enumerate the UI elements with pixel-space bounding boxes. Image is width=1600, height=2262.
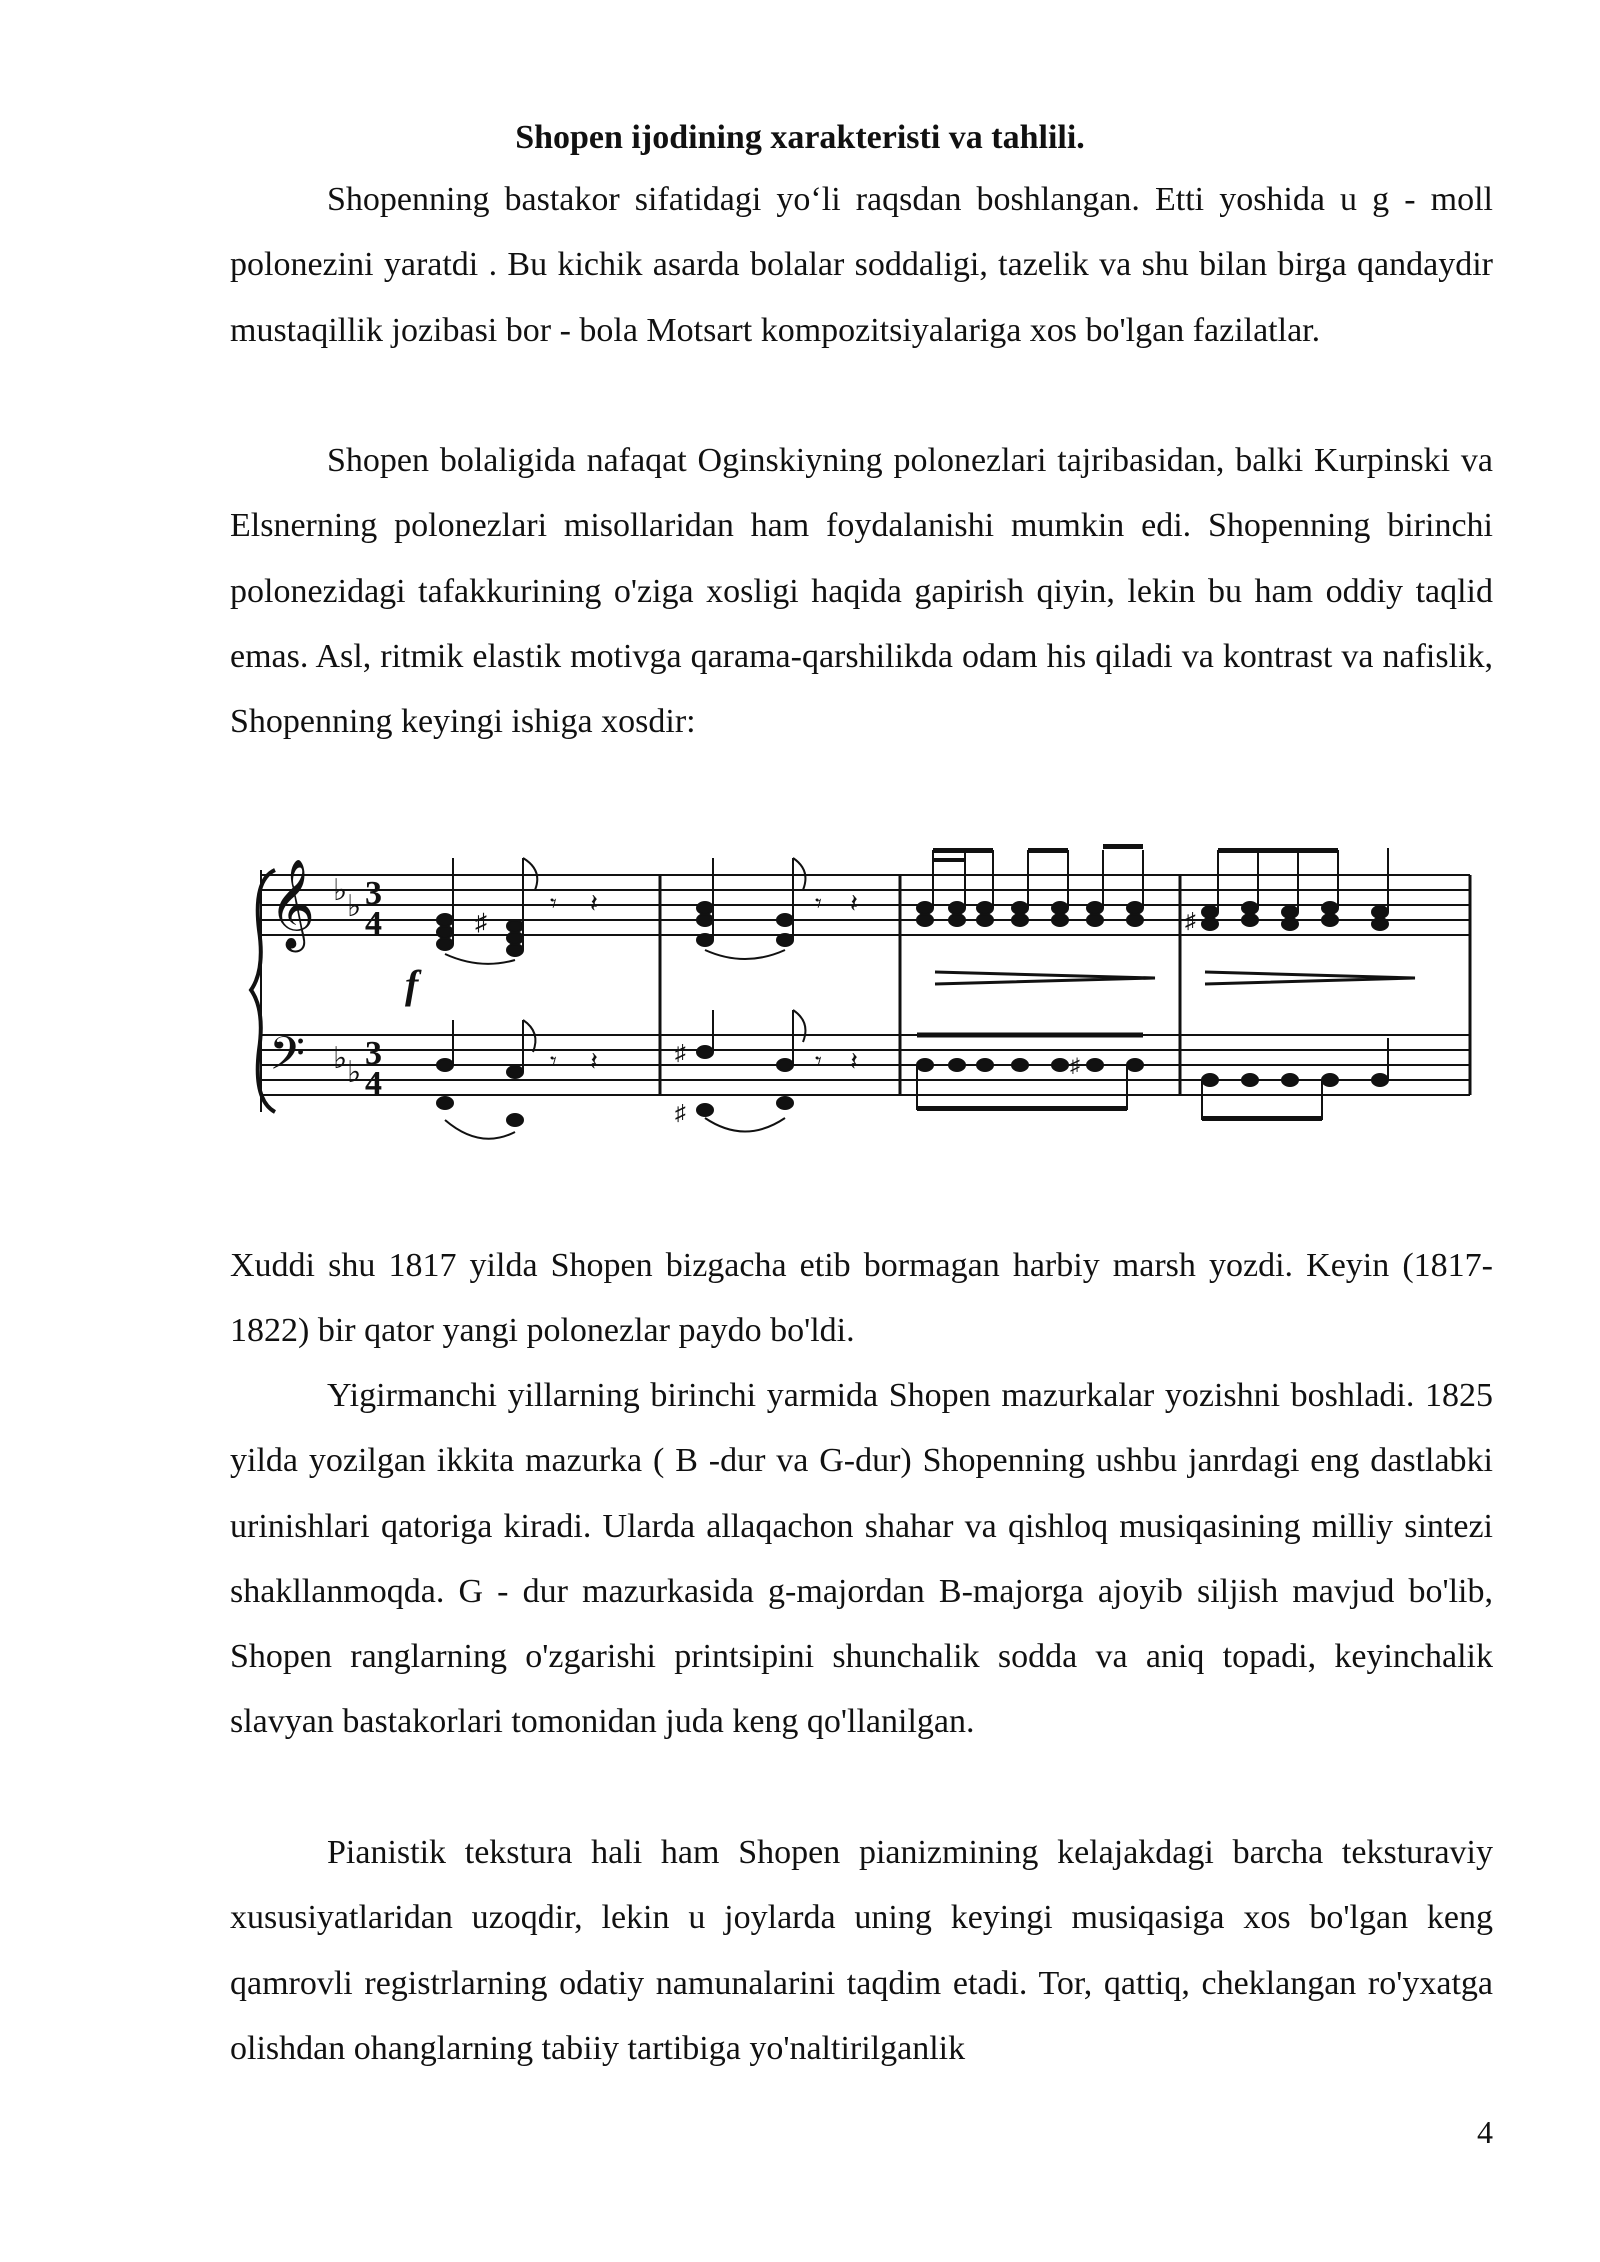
flat-icon: ♭ <box>347 1055 362 1090</box>
flat-icon: ♭ <box>333 1041 348 1076</box>
paragraph-4: Yigirmanchi yillarning birinchi yarmida Shopen mazurkalar yozishni boshladi. 1825 yilda yozilgan ikkita mazurka ( B -dur va G-dur) Shopenning ushbu janrdagi eng dastlabki urinishlari qatoriga kiradi. Ularda allaqachon shahar va qishloq musiqasining milliy sintezi shakllanmoqda. G - dur mazurkasida g-majordan B-majorga ajoyib siljish mavjud bo'lib, Shopen ranglarning o'zgarishi printsipini shunchalik sodda va aniq topadi, keyinchalik slavyan bastakorlari tomonidan juda keng qo'llanilgan. <box>230 1377 1493 1741</box>
time-signature-top: 3 <box>365 875 382 912</box>
treble-clef-icon: 𝄞 <box>269 859 316 949</box>
svg-text:♯: ♯ <box>1185 908 1196 933</box>
svg-text:𝄾: 𝄾 <box>550 889 557 918</box>
page-number: 4 <box>1477 2114 1493 2150</box>
svg-text:𝄽: 𝄽 <box>850 1047 858 1076</box>
document-title: Shopen ijodining xarakteristi va tahlili. <box>515 119 1085 156</box>
svg-text:♯: ♯ <box>475 910 487 936</box>
time-signature-bottom: 4 <box>365 905 382 942</box>
svg-text:𝄾: 𝄾 <box>815 1047 822 1076</box>
time-signature-top: 3 <box>365 1035 382 1072</box>
paragraph-2: Shopen bolaligida nafaqat Oginskiyning polonezlari tajribasidan, balki Kurpinski va Elsnerning polonezlari misollaridan ham foydalanishi mumkin edi. Shopenning birinchi polonezidagi tafakkurining o'ziga xosligi haqida gapirish qiyin, lekin bu ham oddiy taqlid emas. Asl, ritmik elastik motivga qarama-qarshilikda odam his qiladi va kontrast va nafislik, Shopenning keyingi ishiga xosdir: <box>230 442 1493 741</box>
svg-text:♯: ♯ <box>675 1040 686 1065</box>
svg-text:𝄽: 𝄽 <box>590 1047 598 1076</box>
svg-text:𝄾: 𝄾 <box>815 889 822 918</box>
paragraph-1: Shopenning bastakor sifatidagi yo‘li raqsdan boshlangan. Etti yoshida u g - moll polonezini yaratdi . Bu kichik asarda bolalar soddaligi, tazelik va shu bilan birga qandaydir mustaqillik jozibasi bor - bola Motsart kompozitsiyalariga xos bo'lgan fazilatlar. <box>230 181 1493 349</box>
time-signature-bottom: 4 <box>365 1065 382 1102</box>
measure-3-treble <box>917 844 1155 984</box>
svg-text:𝄽: 𝄽 <box>850 889 858 918</box>
measure-2-treble <box>697 858 858 959</box>
dynamic-marking: f <box>405 962 419 1007</box>
flat-icon: ♭ <box>333 873 348 908</box>
svg-text:♯: ♯ <box>1070 1055 1080 1077</box>
flat-icon: ♭ <box>347 889 362 924</box>
bass-clef-icon: 𝄢 <box>269 1027 306 1092</box>
svg-text:𝄾: 𝄾 <box>550 1047 557 1076</box>
measure-1-treble <box>437 858 598 964</box>
paragraph-5: Pianistik tekstura hali ham Shopen pianizmining kelajakdagi barcha teksturaviy xususiyatlaridan uzoqdir, lekin u joylarda uning keyingi musiqasiga xos bo'lgan keng qamrovli registrlarning odatiy namunalarini taqdim etadi. Tor, qattiq, cheklangan ro'yxatga olishdan ohanglarning tabiiy tartibiga yo'naltirilganlik <box>230 1834 1493 2067</box>
measure-4-treble <box>1185 848 1415 984</box>
svg-text:♯: ♯ <box>675 1100 686 1125</box>
music-score <box>245 820 1485 1160</box>
measure-3-bass <box>917 1035 1143 1111</box>
measure-2-bass <box>675 1010 858 1132</box>
svg-text:𝄽: 𝄽 <box>590 889 598 918</box>
paragraph-3: Xuddi shu 1817 yilda Shopen bizgacha etib bormagan harbiy marsh yozdi. Keyin (1817-1822) bir qator yangi polonezlar paydo bo'ldi. <box>230 1247 1493 1350</box>
